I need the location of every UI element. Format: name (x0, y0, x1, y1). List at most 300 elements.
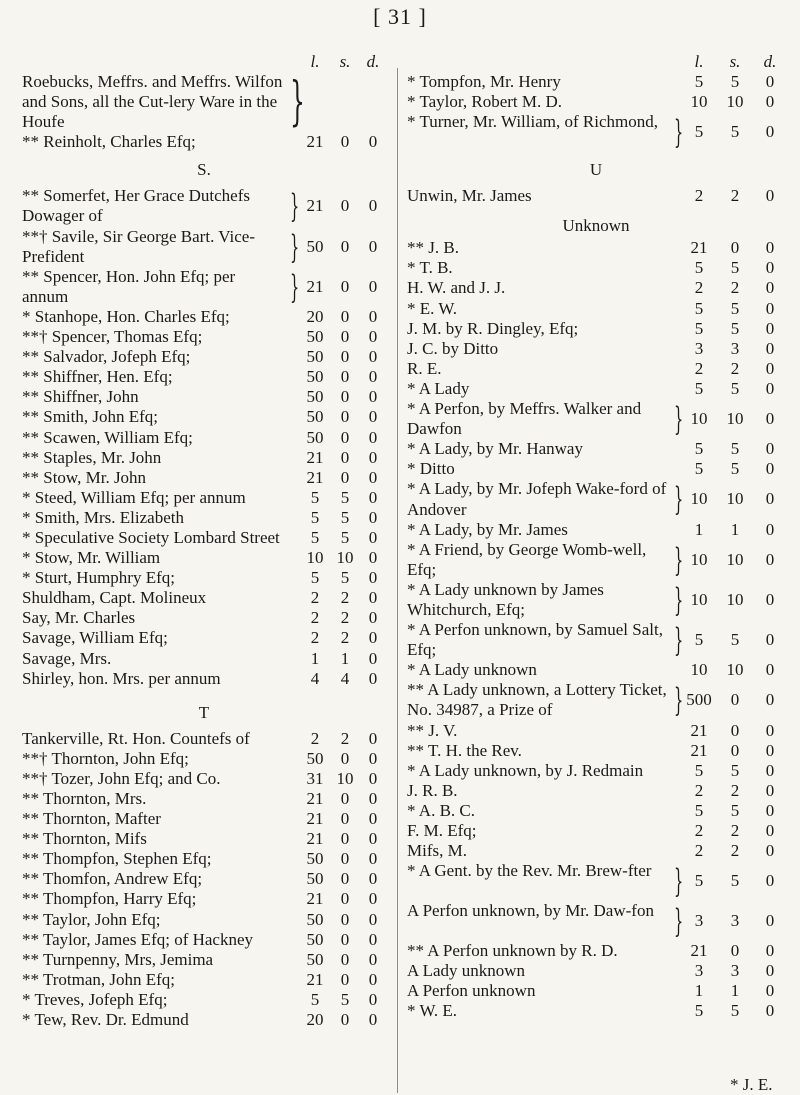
pence-amount: 0 (765, 981, 775, 1001)
entry-name: Unwin, Mr. James (407, 186, 532, 206)
pounds-amount: 50 (306, 869, 324, 889)
shillings-amount: 0 (730, 690, 740, 710)
pounds-amount: 5 (310, 507, 320, 527)
pence-amount: 0 (368, 568, 378, 588)
list-item (22, 528, 386, 548)
pounds-amount: 5 (694, 318, 704, 338)
pence-amount: 0 (765, 1001, 775, 1021)
page-number: [ 31 ] (373, 4, 427, 29)
pence-amount: 0 (368, 367, 378, 387)
pounds-amount: 2 (694, 821, 704, 840)
brace-icon: } (674, 681, 684, 720)
pence-amount: 0 (368, 447, 378, 467)
list-item (22, 829, 386, 849)
pounds-amount: 21 (306, 196, 324, 216)
pounds-amount: 50 (306, 427, 324, 447)
shillings-amount: 10 (726, 589, 744, 609)
pounds-amount: 21 (306, 809, 324, 829)
list-item (407, 981, 785, 1001)
pounds-amount: 2 (694, 278, 704, 298)
list-item (22, 769, 386, 789)
entry-name: R. E. (407, 358, 442, 378)
pounds-amount: 5 (694, 378, 704, 398)
pence-amount: 0 (765, 821, 775, 840)
pence-amount: 0 (368, 467, 378, 487)
pounds-amount: 5 (694, 439, 704, 459)
shillings-amount: 0 (340, 889, 350, 909)
pounds-amount: 2 (310, 728, 320, 748)
pounds-amount: 10 (690, 489, 708, 509)
entry-name: * A Lady unknown by James Whitchurch, Efq; (407, 579, 604, 619)
shillings-amount: 0 (730, 720, 740, 740)
shillings-amount: 5 (730, 298, 740, 318)
list-item (22, 407, 386, 427)
pounds-amount: 21 (306, 467, 324, 487)
pence-amount: 0 (368, 768, 378, 788)
pence-amount: 0 (368, 236, 378, 256)
entry-name: Tankerville, Rt. Hon. Countefs of (22, 728, 250, 748)
shillings-amount: 10 (726, 489, 744, 509)
shillings-amount: 0 (340, 949, 350, 969)
list-item (407, 339, 785, 359)
pence-amount: 0 (368, 949, 378, 969)
shillings-amount: 5 (730, 459, 740, 479)
entry-name: * A Perfon, by Meffrs. Walker and Dawfon (407, 399, 642, 439)
entry-name: ** Thompfon, Harry Efq; (22, 889, 197, 909)
shillings-amount: 5 (730, 760, 740, 780)
list-item (407, 821, 785, 841)
list-item (22, 387, 386, 407)
pounds-amount: 21 (306, 132, 324, 152)
pounds-amount: 50 (306, 949, 324, 969)
section-heading-t: T (198, 702, 210, 722)
pounds-amount: 5 (694, 760, 704, 780)
shillings-amount: 0 (340, 407, 350, 427)
pounds-amount: 21 (306, 276, 324, 296)
pence-amount: 0 (765, 720, 775, 740)
pence-amount: 0 (368, 407, 378, 427)
pence-amount: 0 (368, 1010, 378, 1030)
pounds-amount: 50 (306, 327, 324, 347)
pounds-amount: 10 (690, 409, 708, 429)
pounds-amount: 5 (310, 568, 320, 588)
shillings-amount: 10 (726, 549, 744, 569)
entry-name: * A Perfon unknown, by Samuel Salt, Efq; (407, 620, 663, 660)
entry-name: J. M. by R. Dingley, Efq; (407, 318, 579, 338)
pence-amount: 0 (765, 630, 775, 650)
entry-name: ** Thornton, Mrs. (22, 789, 147, 808)
list-item (22, 508, 386, 528)
entry-name: Shuldham, Capt. Molineux (22, 588, 207, 608)
shillings-amount: 0 (340, 306, 350, 326)
shillings-amount: 0 (340, 367, 350, 387)
shillings-amount: 5 (730, 800, 740, 820)
shillings-amount: 2 (340, 628, 350, 648)
list-item (407, 1001, 785, 1021)
pence-amount: 0 (765, 409, 775, 429)
entry-name: * A Lady, by Mr. Jofeph Wake-ford of Andover (407, 479, 667, 519)
pence-amount: 0 (368, 909, 378, 929)
entry-name: ** A Lady unknown, a Lottery Ticket, No. 34987, a Prize of (407, 680, 667, 720)
pounds-amount: 50 (306, 909, 324, 929)
pounds-amount: 2 (694, 186, 704, 206)
shillings-amount: 5 (340, 568, 350, 588)
catchword: * J. E. (730, 1075, 773, 1094)
entry-name: ** Thornton, Mafter (22, 809, 161, 829)
shillings-amount: 0 (730, 740, 740, 760)
section-heading-u: U (589, 160, 603, 180)
entry-name: * Ditto (407, 459, 455, 479)
pence-amount: 0 (368, 196, 378, 216)
shillings-amount: 2 (730, 780, 740, 800)
pence-amount: 0 (368, 748, 378, 768)
pounds-amount: 50 (306, 748, 324, 768)
list-item (407, 801, 785, 821)
pounds-amount: 1 (310, 648, 320, 668)
pounds-amount: 3 (694, 911, 704, 931)
pence-amount: 0 (765, 941, 775, 961)
pounds-amount: 21 (690, 941, 708, 961)
pence-amount: 0 (368, 387, 378, 407)
shillings-amount: 0 (730, 238, 740, 258)
section-unknown-entries (407, 238, 785, 1021)
list-item (407, 479, 785, 519)
entry-name: * Stanhope, Hon. Charles Efq; (22, 306, 230, 326)
entry-name: ** Staples, Mr. John (22, 447, 162, 467)
entry-name: * A Lady (407, 378, 470, 398)
shillings-amount: 4 (340, 668, 350, 688)
pence-amount: 0 (765, 760, 775, 780)
pounds-amount: 3 (694, 338, 704, 358)
list-item (22, 1010, 386, 1030)
list-item (22, 132, 386, 152)
brace-icon: } (674, 113, 684, 152)
shillings-amount: 5 (730, 439, 740, 459)
shillings-amount: 0 (340, 829, 350, 849)
shillings-amount: 2 (730, 186, 740, 206)
pounds-amount: 5 (694, 459, 704, 479)
entry-name: **† Savile, Sir George Bart. Vice-Prefident (22, 226, 255, 266)
shillings-amount: 10 (726, 92, 744, 112)
pounds-header: l. (694, 52, 704, 71)
pounds-amount: 50 (306, 849, 324, 869)
entry-name: ** J. B. (407, 238, 459, 258)
shillings-amount: 10 (336, 768, 354, 788)
entry-name: * A Gent. by the Rev. Mr. Brew-fter (407, 861, 652, 881)
pence-amount: 0 (765, 72, 775, 91)
pence-amount: 0 (765, 338, 775, 358)
pounds-amount: 4 (310, 668, 320, 688)
list-item (22, 889, 386, 909)
right-top-entries (407, 72, 785, 152)
list-item (22, 186, 386, 226)
pence-amount: 0 (765, 238, 775, 258)
entry-name: ** Salvador, Jofeph Efq; (22, 347, 191, 367)
brace-icon: } (290, 72, 305, 132)
entry-name: Shirley, hon. Mrs. per annum (22, 668, 221, 688)
list-item (407, 761, 785, 781)
pence-amount: 0 (765, 358, 775, 378)
shillings-amount: 1 (730, 981, 740, 1001)
shillings-amount: 0 (340, 447, 350, 467)
pounds-header: l. (310, 52, 320, 71)
entry-name: * Steed, William Efq; per annum (22, 487, 246, 507)
column-divider (397, 68, 398, 1093)
shillings-amount: 0 (340, 1010, 350, 1030)
pounds-amount: 2 (310, 608, 320, 628)
brace-icon: } (674, 902, 684, 941)
list-item (407, 319, 785, 339)
pence-amount: 0 (368, 427, 378, 447)
list-item (22, 448, 386, 468)
pence-amount: 0 (765, 660, 775, 680)
pounds-amount: 20 (306, 1010, 324, 1030)
pence-amount: 0 (765, 122, 775, 142)
entry-name: ** Somerfet, Her Grace Dutchefs Dowager of (22, 186, 250, 226)
pence-amount: 0 (765, 841, 775, 861)
section-t-entries (22, 729, 386, 1030)
list-item (22, 649, 386, 669)
pence-amount: 0 (368, 929, 378, 949)
list-item (22, 367, 386, 387)
shillings-amount: 0 (340, 809, 350, 829)
pence-amount: 0 (765, 258, 775, 278)
entry-name: * A. B. C. (407, 800, 476, 820)
shillings-amount: 5 (730, 72, 740, 91)
entry-name: * Tew, Rev. Dr. Edmund (22, 1010, 189, 1030)
list-item (407, 540, 785, 580)
list-item (407, 238, 785, 258)
shillings-amount: 5 (730, 630, 740, 650)
pence-amount: 0 (765, 489, 775, 509)
entry-name: ** Scawen, William Efq; (22, 427, 193, 447)
pounds-amount: 1 (694, 519, 704, 539)
shillings-header: s. (339, 52, 351, 71)
list-item (22, 910, 386, 930)
shillings-header: s. (729, 52, 741, 71)
list-item (22, 608, 386, 628)
pence-amount: 0 (368, 789, 378, 808)
pounds-amount: 5 (694, 122, 704, 142)
list-item (407, 520, 785, 540)
pence-amount: 0 (368, 849, 378, 869)
entry-name: * Tompfon, Mr. Henry (407, 72, 561, 91)
pounds-amount: 500 (686, 690, 712, 710)
pounds-amount: 2 (310, 628, 320, 648)
list-item (407, 941, 785, 961)
shillings-amount: 2 (340, 588, 350, 608)
right-column (407, 52, 785, 1022)
pounds-amount: 21 (306, 789, 324, 808)
shillings-amount: 3 (730, 911, 740, 931)
pence-amount: 0 (368, 306, 378, 326)
entry-name: **† Spencer, Thomas Efq; (22, 327, 203, 347)
pounds-amount: 50 (306, 407, 324, 427)
list-item (22, 267, 386, 307)
list-item (407, 721, 785, 741)
brace-icon: } (674, 580, 684, 619)
list-item (22, 749, 386, 769)
pence-amount: 0 (765, 911, 775, 931)
list-item (407, 258, 785, 278)
entry-name: **† Tozer, John Efq; and Co. (22, 768, 221, 788)
pence-amount: 0 (765, 871, 775, 891)
entry-name: ** J. V. (407, 720, 458, 740)
pence-amount: 0 (368, 889, 378, 909)
list-item (22, 588, 386, 608)
list-item (22, 950, 386, 970)
entry-name: ** Trotman, John Efq; (22, 969, 176, 989)
pence-amount: 0 (765, 186, 775, 206)
list-item (407, 299, 785, 319)
pence-amount: 0 (368, 989, 378, 1009)
list-item (407, 379, 785, 399)
entry-name: H. W. and J. J. (407, 278, 506, 298)
currency-header-right (407, 52, 785, 72)
entry-name: **† Thornton, John Efq; (22, 748, 189, 768)
list-item (407, 841, 785, 861)
pence-amount: 0 (368, 809, 378, 829)
list-item (22, 488, 386, 508)
list-item (22, 72, 386, 132)
pence-amount: 0 (368, 829, 378, 849)
list-item (22, 970, 386, 990)
list-item (22, 809, 386, 829)
pounds-amount: 10 (690, 660, 708, 680)
entry-name: * Sturt, Humphry Efq; (22, 568, 175, 588)
pounds-amount: 21 (690, 238, 708, 258)
pence-amount: 0 (765, 800, 775, 820)
entry-name: A Lady unknown (407, 961, 526, 981)
pounds-amount: 5 (694, 258, 704, 278)
pounds-amount: 50 (306, 347, 324, 367)
entry-name: * A Lady unknown, by J. Redmain (407, 760, 644, 780)
pounds-amount: 21 (690, 740, 708, 760)
list-item (22, 327, 386, 347)
shillings-amount: 3 (730, 338, 740, 358)
pounds-amount: 21 (306, 889, 324, 909)
entry-name: ** Smith, John Efq; (22, 407, 159, 427)
pence-amount: 0 (765, 780, 775, 800)
shillings-amount: 5 (730, 318, 740, 338)
pence-amount: 0 (765, 298, 775, 318)
entry-name: ** Spencer, Hon. John Efq; per annum (22, 266, 236, 306)
pence-amount: 0 (765, 549, 775, 569)
pounds-amount: 50 (306, 387, 324, 407)
list-item (22, 307, 386, 327)
list-item (22, 548, 386, 568)
entry-name: Roebucks, Meffrs. and Meffrs. Wilfon and Sons, all the Cut-lery Ware in the Houfe (22, 72, 283, 132)
list-item (407, 72, 785, 92)
pence-amount: 0 (765, 589, 775, 609)
entry-name: * Turner, Mr. William, of Richmond, (407, 112, 658, 132)
list-item (407, 901, 785, 941)
entry-name: ** Shiffner, Hen. Efq; (22, 367, 173, 387)
pence-amount: 0 (368, 548, 378, 568)
pence-amount: 0 (765, 378, 775, 398)
pounds-amount: 21 (690, 720, 708, 740)
shillings-amount: 1 (730, 519, 740, 539)
entry-name: J. R. B. (407, 780, 458, 800)
entry-name: * Taylor, Robert M. D. (407, 92, 563, 112)
pence-amount: 0 (765, 318, 775, 338)
shillings-amount: 10 (336, 548, 354, 568)
shillings-amount: 2 (730, 358, 740, 378)
shillings-amount: 5 (730, 378, 740, 398)
pounds-amount: 31 (306, 768, 324, 788)
shillings-amount: 0 (340, 789, 350, 808)
brace-icon: } (290, 227, 300, 266)
entry-name: ** T. H. the Rev. (407, 740, 522, 760)
pence-amount: 0 (765, 690, 775, 710)
list-item (22, 628, 386, 648)
pence-amount: 0 (368, 132, 378, 152)
entry-name: ** Turnpenny, Mrs, Jemima (22, 949, 214, 969)
pence-amount: 0 (765, 459, 775, 479)
entry-name: Savage, William Efq; (22, 628, 168, 648)
shillings-amount: 5 (340, 487, 350, 507)
pence-amount: 0 (368, 487, 378, 507)
entry-name: * Speculative Society Lombard Street (22, 527, 280, 547)
list-item (407, 961, 785, 981)
shillings-amount: 3 (730, 961, 740, 981)
entry-name: * T. B. (407, 258, 453, 278)
pounds-amount: 21 (306, 447, 324, 467)
list-item (407, 186, 785, 206)
pence-amount: 0 (765, 519, 775, 539)
pounds-amount: 10 (690, 549, 708, 569)
pounds-amount: 2 (694, 780, 704, 800)
brace-icon: } (674, 400, 684, 439)
list-item (22, 568, 386, 588)
pence-amount: 0 (765, 278, 775, 298)
pounds-amount: 10 (690, 589, 708, 609)
entry-name: * A Lady unknown (407, 660, 537, 680)
list-item (407, 781, 785, 801)
pounds-amount: 5 (694, 1001, 704, 1021)
pence-amount: 0 (368, 648, 378, 668)
list-item (22, 869, 386, 889)
shillings-amount: 2 (340, 728, 350, 748)
entry-name: ** Shiffner, John (22, 387, 139, 407)
shillings-amount: 5 (730, 1001, 740, 1021)
pence-amount: 0 (765, 92, 775, 112)
pounds-amount: 50 (306, 367, 324, 387)
list-item (22, 990, 386, 1010)
pounds-amount: 50 (306, 929, 324, 949)
pounds-amount: 5 (694, 800, 704, 820)
pounds-amount: 21 (306, 969, 324, 989)
pounds-amount: 5 (310, 989, 320, 1009)
list-item (22, 428, 386, 448)
shillings-amount: 10 (726, 409, 744, 429)
list-item (22, 849, 386, 869)
pounds-amount: 2 (310, 588, 320, 608)
pounds-amount: 10 (306, 548, 324, 568)
list-item (407, 741, 785, 761)
entry-name: ** A Perfon unknown by R. D. (407, 941, 618, 961)
pence-header: d. (366, 52, 380, 71)
shillings-amount: 0 (340, 869, 350, 889)
entry-name: * A Lady, by Mr. James (407, 519, 568, 539)
section-heading-s: S. (197, 160, 211, 180)
shillings-amount: 0 (340, 236, 350, 256)
entry-name: * A Lady, by Mr. Hanway (407, 439, 583, 459)
entry-name: * A Friend, by George Womb-well, Efq; (407, 539, 647, 579)
shillings-amount: 1 (340, 648, 350, 668)
pounds-amount: 2 (694, 358, 704, 378)
entry-name: A Perfon unknown, by Mr. Daw-fon (407, 901, 654, 921)
